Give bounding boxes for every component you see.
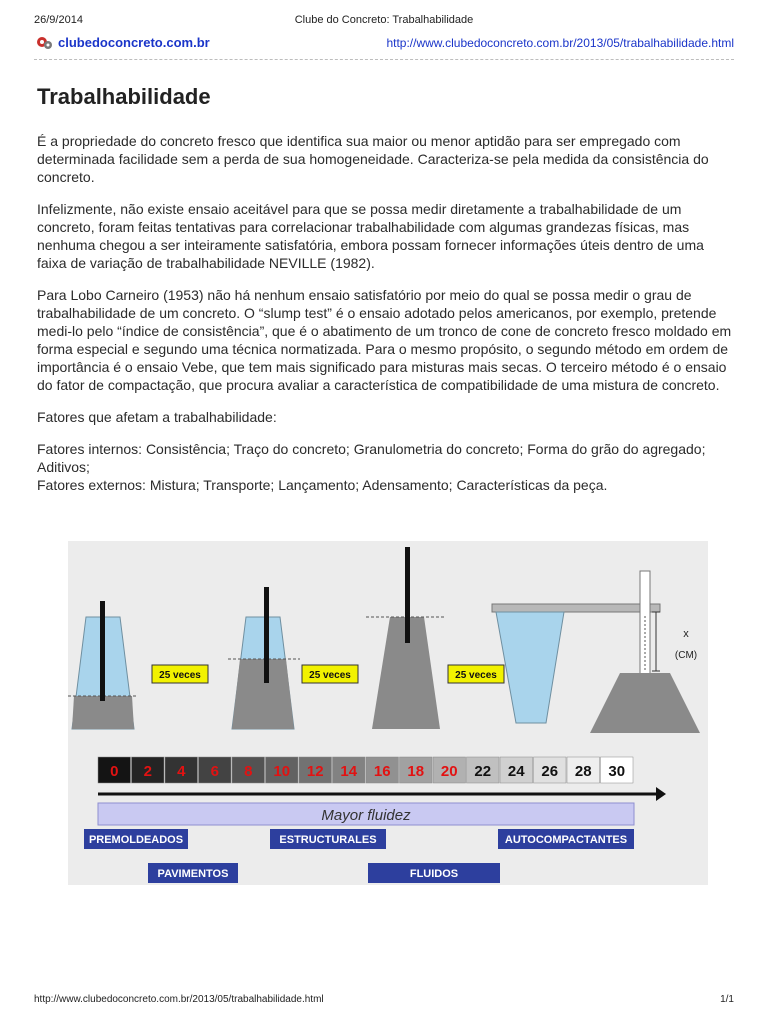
article-title: Trabalhabilidade (37, 84, 211, 109)
scale-value: 4 (177, 763, 186, 780)
site-name: clubedoconcreto.com.br (58, 35, 210, 50)
site-logo-icon (36, 35, 53, 50)
veces-label-1 (152, 665, 208, 683)
category-autocompactantes (498, 829, 634, 849)
scale-value: 6 (210, 763, 219, 780)
scale-cell (534, 757, 567, 783)
veces-label-2 (302, 665, 358, 683)
page-url-link[interactable]: http://www.clubedoconcreto.com.br/2013/05/trabalhabilidade.html (386, 36, 734, 50)
scale-value: 14 (340, 763, 358, 780)
paragraph-lobo-carneiro: Para Lobo Carneiro (1953) não há nenhum ensaio satisfatório por meio do qual se possa medir o grau de trabalhabilidade de um concreto. O “slump test” é o ensaio adotado pelos americanos, por exemplo, pretende medi-lo pelo “índice de consistência”, que é o abatimento de um tronco de cone de concreto fresco moldado em forma especial e segundo uma técnica normatizada. Para o mesmo propósito, o segundo método em ordem de importância é o ensaio Vebe, que tem mais significado para misturas mais secas. O terceiro método é o ensaio do fator de compactação, que procura avaliar a característica de compatibilidade de uma mistura de concreto. (37, 287, 732, 393)
svg-text:PREMOLDEADOS: PREMOLDEADOS (88, 834, 184, 846)
factors-internal: Fatores internos: Consistência; Traço do concreto; Granulometria do concreto; Forma do grão do agregado; Aditivos; (37, 441, 706, 475)
svg-text:(CM): (CM) (674, 650, 698, 661)
paragraph-definition: É a propriedade do concreto fresco que identifica sua maior ou menor aptidão para ser empregado com determinada facilidade sem a perda de sua homogeneidade. Caracteriza-se pela medida da consistência do concreto. (37, 133, 709, 185)
paragraph-neville: Infelizmente, não existe ensaio aceitável para que se possa medir diretamente a trabalhabilidade de um concreto, foram feitas tentativas para correlacionar trabalhabilidade com algumas grandezas físicas, mas nenhuma chegou a ser inteiramente satisfatória, embora possam fornecer informações úteis dentro de uma faixa de variação de trabalhabilidade NEVILLE (1982). (37, 201, 704, 271)
site-home-link[interactable] (36, 35, 210, 50)
category-premoldeados (84, 829, 188, 849)
site-bar (34, 33, 734, 60)
scale-cell (467, 757, 500, 783)
slump-test-figure (68, 541, 708, 885)
scale-value: 16 (373, 763, 391, 780)
scale-cell (433, 757, 466, 783)
footer-url: http://www.clubedoconcreto.com.br/2013/05/trabalhabilidade.html (34, 994, 324, 1005)
fluidity-arrow (98, 787, 666, 825)
print-title: Clube do Concreto: Trabalhabilidade (294, 14, 474, 26)
scale-value: 2 (143, 763, 152, 780)
scale-value: 30 (608, 763, 626, 780)
category-pavimentos (148, 863, 238, 883)
svg-text:Mayor fluidez: Mayor fluidez (321, 807, 411, 824)
scale-value: 12 (306, 763, 324, 780)
scale-value: 10 (273, 763, 291, 780)
scale-value: 18 (407, 763, 425, 780)
footer-page-number: 1/1 (720, 994, 734, 1005)
print-header (34, 14, 734, 28)
scale-cell (567, 757, 600, 783)
scale-value: 20 (440, 763, 458, 780)
scale-cell (366, 757, 399, 783)
slump-test-illustration (68, 541, 708, 885)
factors-external: Fatores externos: Mistura; Transporte; Lançamento; Adensamento; Características da peça. (37, 477, 608, 493)
svg-text:25 veces: 25 veces (309, 670, 351, 681)
scale-cell (165, 757, 198, 783)
svg-text:ESTRUCTURALES: ESTRUCTURALES (279, 834, 377, 846)
scale-value: 24 (507, 763, 525, 780)
category-estructurales (270, 829, 386, 849)
print-footer (34, 994, 734, 1006)
category-fluidos (368, 863, 500, 883)
svg-text:x: x (683, 628, 689, 640)
svg-text:PAVIMENTOS: PAVIMENTOS (157, 868, 229, 880)
scale-value: 22 (474, 763, 492, 780)
print-date: 26/9/2014 (34, 14, 83, 26)
scale-value: 26 (541, 763, 559, 780)
svg-text:25 veces: 25 veces (159, 670, 201, 681)
scale-cell (500, 757, 533, 783)
scale-cell (266, 757, 299, 783)
svg-text:25 veces: 25 veces (455, 670, 497, 681)
scale-cell (199, 757, 232, 783)
paragraph-factors-intro: Fatores que afetam a trabalhabilidade: (37, 409, 277, 425)
scale-value: 0 (110, 763, 119, 780)
article (37, 84, 737, 494)
scale-cell (98, 757, 131, 783)
scale-cell (333, 757, 366, 783)
scale-cell (400, 757, 433, 783)
scale-cell (299, 757, 332, 783)
scale-cell (132, 757, 165, 783)
scale-cell (601, 757, 634, 783)
scale-cell (232, 757, 265, 783)
veces-label-3 (448, 665, 504, 683)
scale-value: 8 (244, 763, 253, 780)
scale-value: 28 (574, 763, 592, 780)
svg-text:AUTOCOMPACTANTES: AUTOCOMPACTANTES (504, 834, 628, 846)
svg-text:FLUIDOS: FLUIDOS (409, 868, 459, 880)
